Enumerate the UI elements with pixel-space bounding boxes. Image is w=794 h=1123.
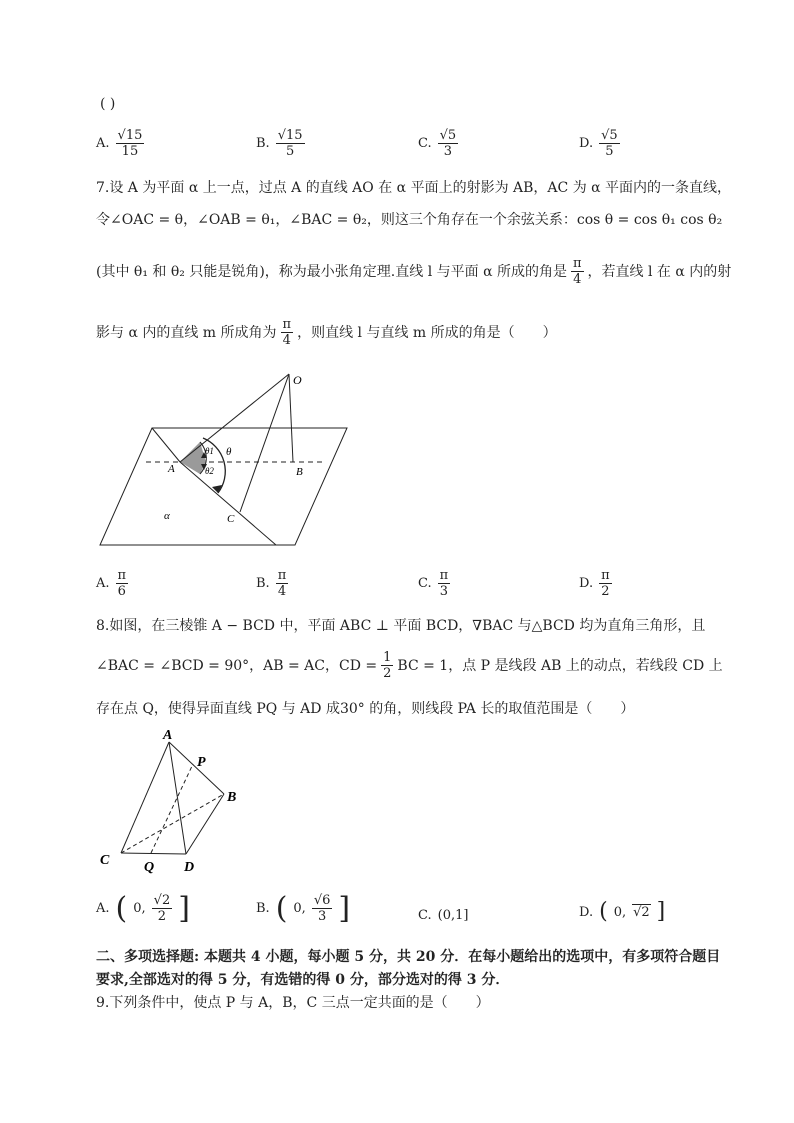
q6-option-a[interactable] <box>96 128 144 159</box>
option-fraction: $\frac{√15}{5}$ <box>277 128 303 159</box>
option-fraction: $\frac{√15}{15}$ <box>117 128 143 159</box>
q8-line-2-fraction: $\frac{1}{2}$ <box>383 650 392 681</box>
label-P: P <box>197 755 206 770</box>
edge-AD <box>169 742 186 854</box>
option-letter: A. <box>96 576 110 591</box>
segment-PQ-dashed <box>151 764 193 853</box>
section2-line-1: 二、多项选择题: 本题共 4 小题，每小题 5 分，共 20 分．在每小题给出的选项中，有多项符合题目 <box>96 949 721 965</box>
option-fraction: $\frac{√6}{3}$ <box>313 893 331 924</box>
label-A: A <box>168 463 175 475</box>
q8-line-2-pre: ∠BAC = ∠BCD = 90°，AB = AC，CD = <box>96 657 378 674</box>
paren-left: ( <box>115 890 128 926</box>
q8-line-1: 8.如图，在三棱锥 A − BCD 中，平面 ABC ⊥ 平面 BCD，∇BAC 与△BCD 均为直角三角形，且 <box>96 618 706 634</box>
q8-option-d[interactable] <box>579 901 665 923</box>
label-O: O <box>293 373 302 387</box>
q7-option-b[interactable] <box>256 568 288 599</box>
q6-paren: ( ) <box>100 96 116 112</box>
line-AC <box>180 462 276 545</box>
option-fraction: $\frac{\pi}{2}$ <box>601 568 610 599</box>
option-value: (0,1] <box>437 908 469 923</box>
option-letter: B. <box>256 576 270 591</box>
label-theta1: θ1 <box>205 446 214 456</box>
q8-line-2 <box>96 650 723 681</box>
label-alpha: α <box>164 510 170 522</box>
q9-line-1: 9.下列条件中，使点 P 与 A，B，C 三点一定共面的是（ ） <box>96 995 490 1011</box>
q7-line-4-fraction: $\frac{\pi}{4}$ <box>282 317 292 348</box>
edge-AC <box>121 742 169 853</box>
q6-option-b[interactable] <box>256 128 305 159</box>
option-letter: A. <box>96 136 110 151</box>
option-letter: D. <box>579 576 594 591</box>
q7-option-d[interactable] <box>579 568 612 599</box>
label-theta: θ <box>226 446 232 458</box>
q7-line-3-pre: (其中 θ₁ 和 θ₂ 只能是锐角)，称为最小张角定理.直线 l 与平面 α 所成的角是 <box>96 263 567 280</box>
label-A: A <box>163 728 173 743</box>
plane-alpha <box>100 428 347 545</box>
option-prefix: 0, <box>133 901 146 916</box>
option-prefix: 0, <box>613 904 627 920</box>
line-plane-A <box>152 428 180 462</box>
q8-line-2-post: BC = 1，点 P 是线段 AB 上的动点，若线段 CD 上 <box>397 657 723 674</box>
label-B: B <box>296 466 303 478</box>
edge-DB <box>186 794 224 854</box>
q7-line-4-post: ，则直线 l 与直线 m 所成的角是（ ） <box>297 324 557 341</box>
paren-left: ( <box>599 899 608 924</box>
option-prefix: 0, <box>293 901 306 916</box>
option-value: √2 <box>633 905 650 920</box>
option-fraction: $\frac{√5}{3}$ <box>439 128 457 159</box>
option-fraction: $\frac{√2}{2}$ <box>153 893 171 924</box>
line-OC <box>240 374 289 512</box>
q7-option-c[interactable] <box>418 568 450 599</box>
option-fraction: $\frac{\pi}{6}$ <box>117 568 127 599</box>
q7-line-2: 令∠OAC = θ，∠OAB = θ₁，∠BAC = θ₂，则这三个角存在一个余弦关系：cos θ = cos θ₁ cos θ₂ <box>96 212 723 228</box>
bracket-right: ] <box>338 890 351 926</box>
q7-line-4-pre: 影与 α 内的直线 m 所成角为 <box>96 324 277 341</box>
option-letter: D. <box>579 136 594 151</box>
option-letter: C. <box>418 576 432 591</box>
edge-CB-dashed <box>121 794 224 853</box>
line-AO <box>180 374 289 462</box>
option-letter: A. <box>96 901 110 916</box>
label-C: C <box>100 853 110 868</box>
q7-line-3 <box>96 256 731 287</box>
q8-option-a[interactable] <box>96 890 190 926</box>
section2-line-2: 要求,全部选对的得 5 分，有选错的得 0 分，部分选对的得 3 分． <box>96 972 510 988</box>
q6-option-d[interactable] <box>579 128 620 159</box>
label-D: D <box>184 860 195 875</box>
option-fraction: $\frac{√5}{5}$ <box>601 128 618 159</box>
label-Q: Q <box>144 860 155 875</box>
option-fraction: $\frac{\pi}{3}$ <box>439 568 449 599</box>
q7-figure <box>96 366 356 550</box>
q7-line-1: 7.设 A 为平面 α 上一点，过点 A 的直线 AO 在 α 平面上的射影为 AB，AC 为 α 平面内的一条直线， <box>96 180 732 196</box>
bracket-right: ] <box>178 890 190 926</box>
label-theta2: θ2 <box>205 466 214 476</box>
q7-line-3-fraction: $\frac{\pi}{4}$ <box>573 256 582 287</box>
option-fraction: $\frac{\pi}{4}$ <box>277 568 287 599</box>
q7-line-3-post: ，若直线 l 在 α 内的射 <box>587 263 732 280</box>
q7-line-4 <box>96 317 557 348</box>
option-letter: C. <box>418 908 432 923</box>
q6-option-c[interactable] <box>418 128 458 159</box>
option-letter: B. <box>256 901 270 916</box>
q8-figure <box>96 726 256 876</box>
option-letter: C. <box>418 136 432 151</box>
q8-option-b[interactable] <box>256 890 351 926</box>
label-B: B <box>227 790 237 805</box>
q7-option-a[interactable] <box>96 568 128 599</box>
label-C: C <box>227 513 235 525</box>
option-letter: B. <box>256 136 270 151</box>
option-letter: D. <box>579 904 594 920</box>
edge-CD <box>121 853 186 854</box>
q8-line-3: 存在点 Q，使得异面直线 PQ 与 AD 成30° 的角，则线段 PA 长的取值范围是（ ） <box>96 701 635 717</box>
bracket-right: ] <box>656 899 666 924</box>
q8-option-c[interactable] <box>418 908 468 923</box>
line-OB <box>289 374 293 462</box>
paren-left: ( <box>275 890 288 926</box>
